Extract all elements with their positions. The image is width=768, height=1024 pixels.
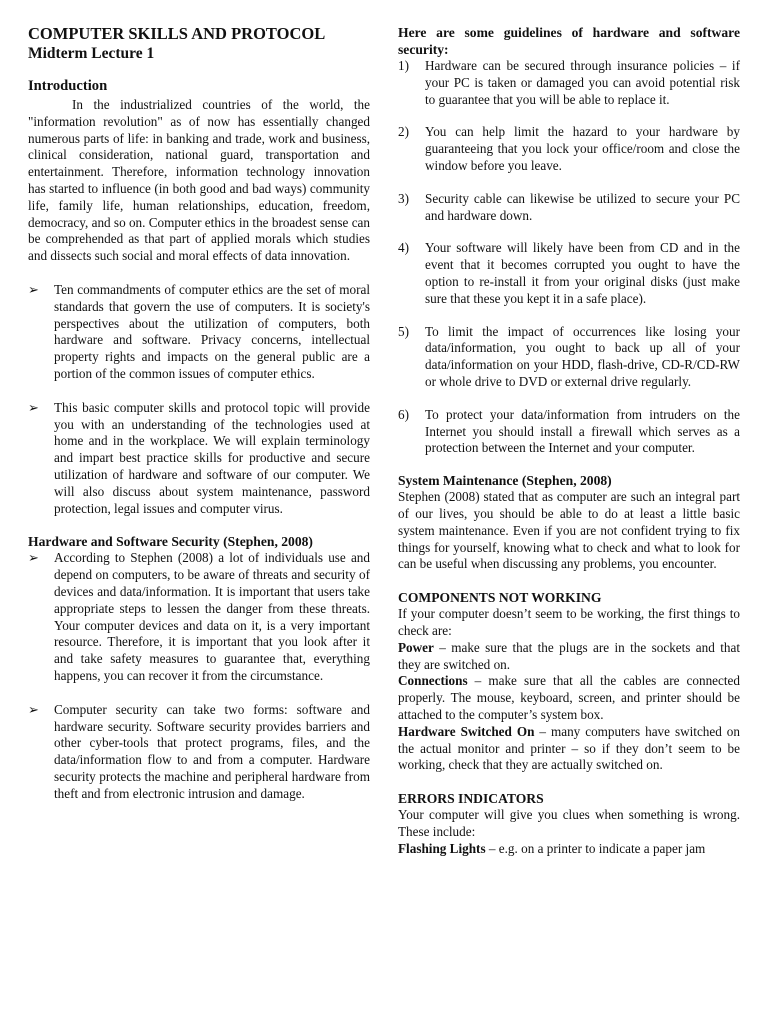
item-number: 1) — [398, 58, 409, 73]
components-heading: COMPONENTS NOT WORKING — [398, 590, 602, 606]
maintenance-heading: System Maintenance (Stephen, 2008) — [398, 473, 612, 489]
components-item-power — [398, 640, 740, 674]
item-text: Your software will likely have been from CD and in the event that it becomes corrupted you ought to have the option to re-install it from your original disks (just make sure that these you kept it in a safe place). — [425, 240, 740, 306]
document-title: COMPUTER SKILLS AND PROTOCOL — [28, 24, 326, 43]
definition: – make sure that all the cables are connected properly. The mouse, keyboard, screen, and printer should be attached to the computer’s system box. — [398, 673, 740, 722]
list-item — [398, 191, 740, 225]
definition: – many computers have switched on the actual monitor and printer – so if they don’t seem to be working, check that they are actually switched on. — [398, 723, 740, 773]
bullet-text: Computer security can take two forms: software and hardware security. Software security provides barriers and other cyber-tools that protect programs, files, and the data/information flow to and from a computer. Hardware security protects the machine and peripheral hardware from theft and from electronic intrusion and damage. — [54, 701, 370, 801]
arrow-bullet-icon: ➢ — [28, 550, 39, 566]
errors-item-flashing-lights — [398, 841, 740, 858]
item-text: To protect your data/information from intruders on the Internet you should install a firewall which serves as a protection between the Internet and your computer. — [425, 406, 740, 456]
list-item — [28, 282, 370, 383]
intro-paragraph: In the industrialized countries of the world, the "information revolution" as of now has essentially changed numerous parts of life: in banking and trade, work and business, clinical consideration, national guard, transportation and entertainment. Therefore, information technology innovation has started to influence (in both good and bad ways) community life, family life, human relationships, education, freedom, democracy, and so on. Computer ethics in the broadest sense can be comprehended as that part of applied morals which studies and dissects such social and moral effects of data innovation. — [28, 97, 370, 264]
term: Connections — [398, 673, 468, 689]
list-item — [398, 240, 740, 307]
list-item — [28, 702, 370, 803]
bullet-text: This basic computer skills and protocol topic will provide you with an understanding of the technologies used at home and in the workplace. We will explain terminology and impart best practice skills for productive and secure utilization of hardware and software of our computer. We will also discuss about system maintenance, password protection, legal issues and computer virus. — [54, 399, 370, 516]
guidelines-heading: Here are some guidelines of hardware and software security: — [398, 25, 740, 57]
item-number: 6) — [398, 406, 409, 422]
components-item-hardware-switched-on — [398, 724, 740, 774]
item-number: 3) — [398, 190, 409, 206]
term: Power — [398, 639, 434, 655]
term: Hardware Switched On — [398, 723, 535, 739]
maintenance-paragraph: Stephen (2008) stated that as computer are such an integral part of our lives, you should be able to do at least a little basic system maintenance. Even if you are not confident trying to fix things for yourself, knowing what to check and what to look for can be useful when discussing any problems, you encounter. — [398, 489, 740, 572]
arrow-bullet-icon: ➢ — [28, 399, 39, 415]
errors-heading: ERRORS INDICATORS — [398, 791, 544, 807]
definition: – e.g. on a printer to indicate a paper jam — [485, 840, 706, 856]
item-text: Hardware can be secured through insurance policies – if your PC is taken or damaged you can avoid potential risk to guarantee that you will be able to replace it. — [425, 58, 740, 107]
item-text: You can help limit the hazard to your hardware by guaranteeing that you lock your office/room and close the window before you leave. — [425, 124, 740, 173]
item-number: 2) — [398, 124, 409, 140]
intro-heading: Introduction — [28, 78, 108, 94]
document-subtitle: Midterm Lecture 1 — [28, 45, 155, 62]
arrow-bullet-icon: ➢ — [28, 281, 39, 297]
bullet-text: According to Stephen (2008) a lot of individuals use and depend on computers, to be aware of threats and security of devices and data/information. It is important that users take appropriate steps to lessen the danger from these threats. Your computer devices and data on it, is a very important resource. Therefore, it is important that you look after it and take safety measures to guarantee that, everything happens, you can recover it from the circumstance. — [54, 550, 370, 683]
list-item — [398, 58, 740, 108]
item-number: 4) — [398, 240, 409, 256]
term: Flashing Lights — [398, 840, 486, 856]
item-text: To limit the impact of occurrences like losing your data/information, you ought to back up all of your data/information on your HDD, flash-drive, CD-R/CD-RW or whole drive to DVD or external drive regularly. — [425, 323, 740, 389]
list-item — [28, 550, 370, 684]
list-item — [28, 400, 370, 518]
components-intro: If your computer doesn’t seem to be working, the first things to check are: — [398, 606, 740, 638]
left-column — [28, 24, 370, 802]
security-heading: Hardware and Software Security (Stephen, 2008) — [28, 534, 313, 550]
right-column — [398, 24, 740, 857]
definition: – make sure that the plugs are in the sockets and that they are switched on. — [398, 639, 740, 672]
item-number: 5) — [398, 323, 409, 339]
arrow-bullet-icon: ➢ — [28, 701, 39, 717]
errors-intro: Your computer will give you clues when something is wrong. These include: — [398, 807, 740, 839]
bullet-text: Ten commandments of computer ethics are the set of moral standards that govern the use of computers. It is society's perspectives about the utilization of computers, both hardware and software. Privacy concerns, intellectual property rights and impacts on the general public are a portion of the common issues of computer ethics. — [54, 281, 370, 381]
item-text: Security cable can likewise be utilized to secure your PC and hardware down. — [425, 190, 740, 223]
components-item-connections — [398, 673, 740, 723]
list-item — [398, 407, 740, 457]
list-item — [398, 124, 740, 174]
list-item — [398, 324, 740, 391]
